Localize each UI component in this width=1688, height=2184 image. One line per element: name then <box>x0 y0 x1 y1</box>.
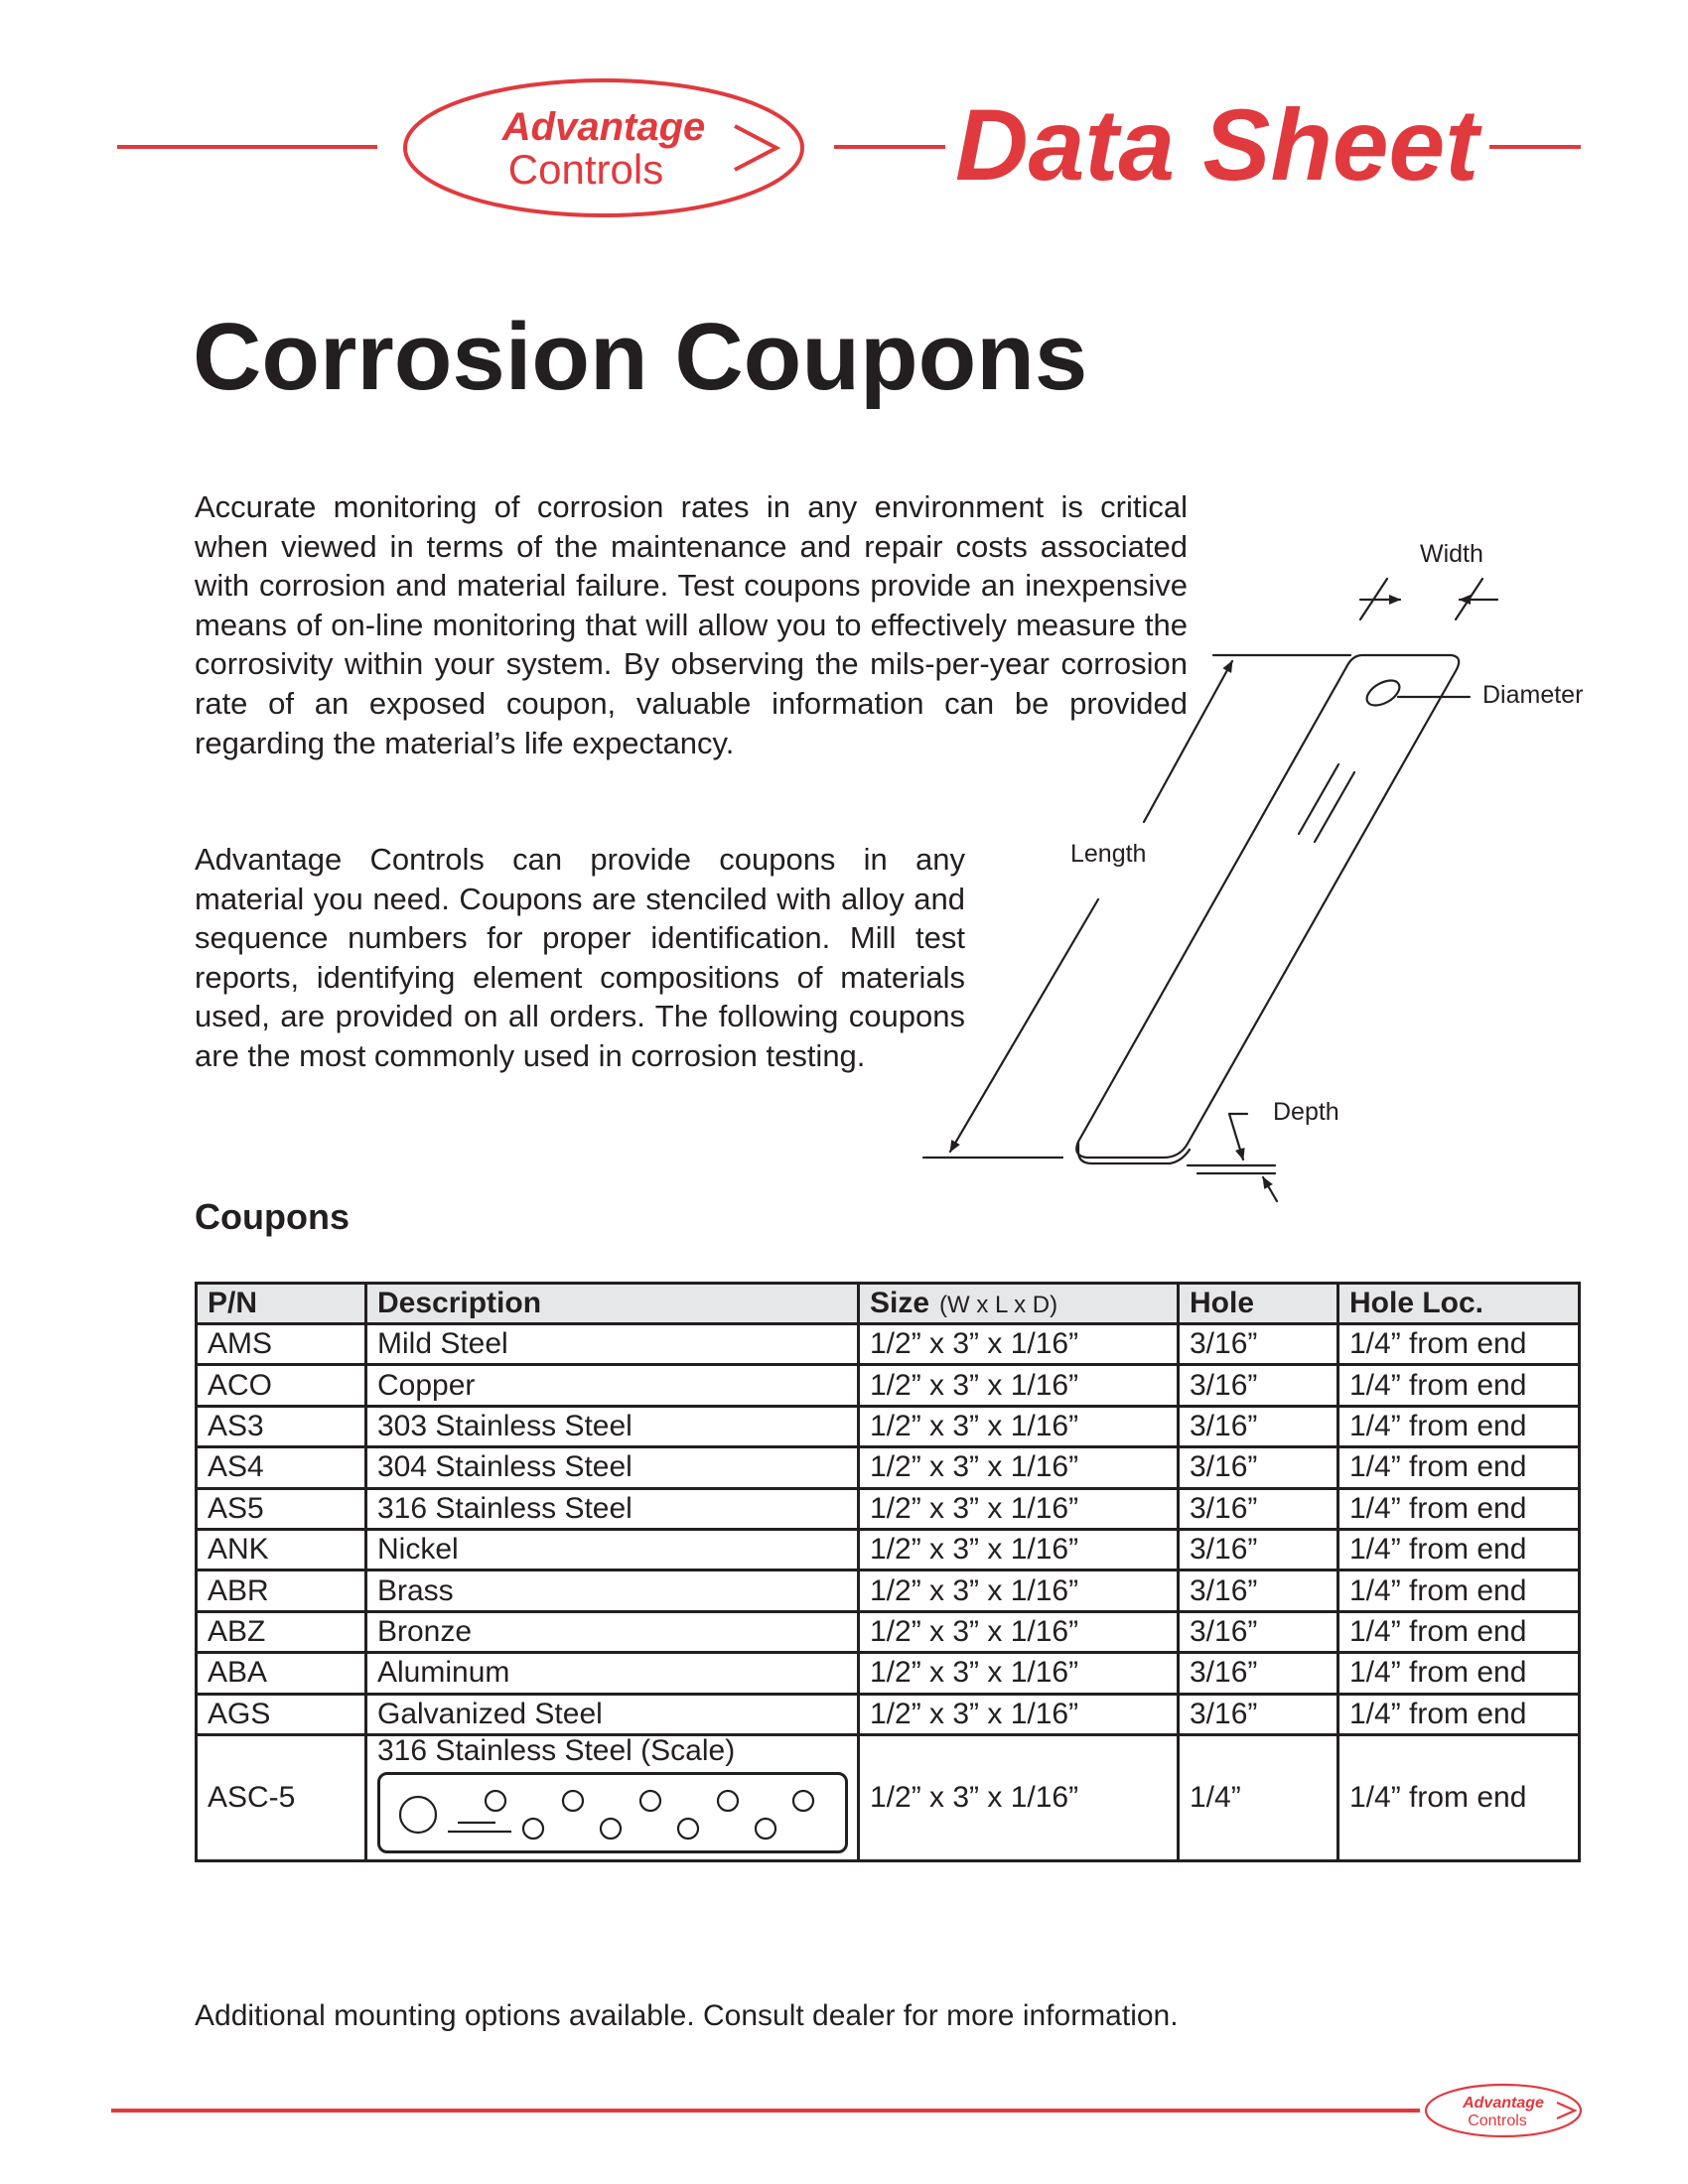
table-row <box>197 1447 1580 1488</box>
cell-pn: ABR <box>197 1570 366 1611</box>
intro-paragraph-1-text: Accurate monitoring of corrosion rates in any environment is critical when viewed in terms of the maintenance and repair costs associated with corrosion and material failure. Test coupons provide an inexpensive means of on-line monitoring that will allow you to effectively measure the corrosivity within your system. By observing the mils-per-year corrosion rate of an exposed coupon, valuable information can be provided regarding the material’s life expectancy. <box>195 489 1188 760</box>
table-row <box>197 1406 1580 1446</box>
scale-coupon-illustration <box>377 1772 848 1853</box>
col-description: Description <box>366 1284 859 1324</box>
table-row <box>197 1488 1580 1529</box>
cell-pn: ASC-5 <box>197 1734 366 1860</box>
cell-pn: AS5 <box>197 1488 366 1529</box>
table-row <box>197 1570 1580 1611</box>
cell-hole: 1/4” <box>1179 1734 1338 1860</box>
intro-paragraph-2 <box>195 840 965 1076</box>
footer-logo <box>1422 2081 1589 2140</box>
footer-note: Additional mounting options available. Consult dealer for more information. <box>195 1999 1179 2032</box>
cell-hole-loc: 1/4” from end <box>1338 1324 1580 1365</box>
cell-size: 1/2” x 3” x 1/16” <box>859 1611 1179 1652</box>
table-row <box>197 1365 1580 1406</box>
cell-pn: ACO <box>197 1365 366 1406</box>
cell-hole-loc: 1/4” from end <box>1338 1611 1580 1652</box>
cell-description: 303 Stainless Steel <box>366 1406 859 1446</box>
diameter-label: Diameter <box>1482 681 1584 709</box>
width-label: Width <box>1420 540 1483 568</box>
table-row <box>197 1653 1580 1694</box>
cell-pn: ABA <box>197 1653 366 1694</box>
page-title: Corrosion Coupons <box>193 304 1088 410</box>
cell-description: Aluminum <box>366 1653 859 1694</box>
length-label: Length <box>1070 840 1147 868</box>
cell-size: 1/2” x 3” x 1/16” <box>859 1734 1179 1860</box>
depth-label: Depth <box>1273 1098 1339 1126</box>
cell-pn: AMS <box>197 1324 366 1365</box>
cell-description: Brass <box>366 1570 859 1611</box>
table-row <box>197 1611 1580 1652</box>
cell-pn: ABZ <box>197 1611 366 1652</box>
cell-description: Galvanized Steel <box>366 1694 859 1734</box>
col-size <box>859 1284 1179 1324</box>
cell-hole: 3/16” <box>1179 1694 1338 1734</box>
cell-description: Copper <box>366 1365 859 1406</box>
cell-hole: 3/16” <box>1179 1529 1338 1570</box>
col-size-note: (W x L x D) <box>939 1292 1058 1318</box>
cell-description: Bronze <box>366 1611 859 1652</box>
cell-hole: 3/16” <box>1179 1324 1338 1365</box>
cell-hole-loc: 1/4” from end <box>1338 1694 1580 1734</box>
cell-hole: 3/16” <box>1179 1488 1338 1529</box>
cell-hole-loc: 1/4” from end <box>1338 1653 1580 1694</box>
table-row <box>197 1324 1580 1365</box>
header-rule-right <box>1489 145 1581 149</box>
cell-hole: 3/16” <box>1179 1365 1338 1406</box>
cell-hole-loc: 1/4” from end <box>1338 1447 1580 1488</box>
data-sheet-title: Data Sheet <box>955 88 1479 202</box>
cell-size: 1/2” x 3” x 1/16” <box>859 1694 1179 1734</box>
cell-hole: 3/16” <box>1179 1570 1338 1611</box>
cell-hole: 3/16” <box>1179 1406 1338 1446</box>
cell-size: 1/2” x 3” x 1/16” <box>859 1570 1179 1611</box>
logo-line2: Controls <box>507 146 664 193</box>
cell-description: 304 Stainless Steel <box>366 1447 859 1488</box>
footer-logo-line1: Advantage <box>1463 2095 1544 2112</box>
cell-pn: AGS <box>197 1694 366 1734</box>
cell-description <box>366 1734 859 1860</box>
cell-description: 316 Stainless Steel <box>366 1488 859 1529</box>
cell-size: 1/2” x 3” x 1/16” <box>859 1365 1179 1406</box>
col-pn: P/N <box>197 1284 366 1324</box>
cell-hole-loc: 1/4” from end <box>1338 1406 1580 1446</box>
cell-size: 1/2” x 3” x 1/16” <box>859 1447 1179 1488</box>
coupons-heading: Coupons <box>195 1196 350 1237</box>
cell-hole: 3/16” <box>1179 1447 1338 1488</box>
header-rule-mid <box>834 145 945 149</box>
table-row <box>197 1529 1580 1570</box>
intro-paragraph-2-text: Advantage Controls can provide coupons in any material you need. Coupons are stenciled with alloy and sequence numbers for proper identification. Mill test reports, identifying element compositions of materials used, are provided on all orders. The following coupons are the most commonly used in corrosion testing. <box>195 842 965 1073</box>
cell-size: 1/2” x 3” x 1/16” <box>859 1406 1179 1446</box>
cell-hole-loc: 1/4” from end <box>1338 1529 1580 1570</box>
col-hole-loc: Hole Loc. <box>1338 1284 1580 1324</box>
col-size-label: Size <box>870 1287 930 1319</box>
coupon-dimension-diagram <box>894 526 1648 1221</box>
table-row <box>197 1694 1580 1734</box>
logo-line1: Advantage <box>501 105 706 149</box>
coupons-table <box>195 1282 1581 1862</box>
table-row-scale <box>197 1734 1580 1860</box>
cell-description: Mild Steel <box>366 1324 859 1365</box>
cell-pn: AS4 <box>197 1447 366 1488</box>
footer-logo-line2: Controls <box>1468 2113 1527 2129</box>
cell-hole: 3/16” <box>1179 1611 1338 1652</box>
cell-hole-loc: 1/4” from end <box>1338 1570 1580 1611</box>
cell-hole-loc: 1/4” from end <box>1338 1734 1580 1860</box>
table-header-row <box>197 1284 1580 1324</box>
cell-size: 1/2” x 3” x 1/16” <box>859 1653 1179 1694</box>
cell-hole-loc: 1/4” from end <box>1338 1365 1580 1406</box>
cell-size: 1/2” x 3” x 1/16” <box>859 1324 1179 1365</box>
cell-size: 1/2” x 3” x 1/16” <box>859 1529 1179 1570</box>
cell-hole-loc: 1/4” from end <box>1338 1488 1580 1529</box>
col-hole: Hole <box>1179 1284 1338 1324</box>
advantage-controls-logo <box>397 74 814 221</box>
header-rule-left <box>117 145 377 149</box>
cell-size: 1/2” x 3” x 1/16” <box>859 1488 1179 1529</box>
cell-description-text: 316 Stainless Steel (Scale) <box>377 1734 736 1767</box>
cell-pn: AS3 <box>197 1406 366 1446</box>
cell-pn: ANK <box>197 1529 366 1570</box>
footer-rule <box>111 2109 1420 2113</box>
cell-hole: 3/16” <box>1179 1653 1338 1694</box>
cell-description: Nickel <box>366 1529 859 1570</box>
